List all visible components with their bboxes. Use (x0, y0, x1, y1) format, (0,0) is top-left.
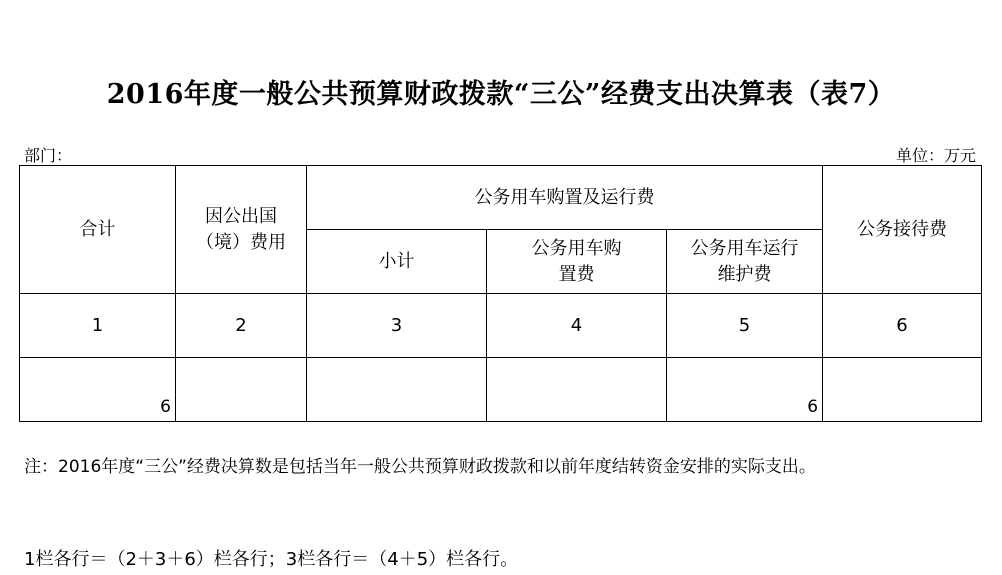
footnote: 注：2016年度“三公”经费决算数是包括当年一般公共预算财政拨款和以前年度结转资金安排的实际支出。 (24, 457, 816, 477)
header-vehicle-maintenance: 公务用车运行维护费 (667, 230, 823, 294)
value-cell-subtotal (307, 358, 487, 422)
value-cell-total: 6 (20, 358, 176, 422)
header-reception: 公务接待费 (823, 166, 982, 294)
column-number: 2 (176, 294, 307, 358)
department-label: 部门： (24, 146, 73, 165)
column-number: 4 (487, 294, 667, 358)
expense-table (19, 165, 982, 422)
formula-note: 1栏各行＝（2＋3＋6）栏各行；3栏各行＝（4＋5）栏各行。 (24, 549, 519, 570)
header-vehicle-group: 公务用车购置及运行费 (307, 166, 823, 230)
value-cell-abroad (176, 358, 307, 422)
column-number: 1 (20, 294, 176, 358)
header-vehicle-purchase: 公务用车购置费 (487, 230, 667, 294)
column-number: 6 (823, 294, 982, 358)
value-cell-reception (823, 358, 982, 422)
column-number: 5 (667, 294, 823, 358)
header-subtotal: 小计 (307, 230, 487, 294)
header-abroad: 因公出国（境）费用 (176, 166, 307, 294)
value-cell-vehicle-purchase (487, 358, 667, 422)
unit-label: 单位：万元 (895, 146, 976, 165)
header-total: 合计 (20, 166, 176, 294)
column-number: 3 (307, 294, 487, 358)
value-cell-vehicle-maintenance: 6 (667, 358, 823, 422)
page-title: 2016年度一般公共预算财政拨款“三公”经费支出决算表（表7） (106, 79, 896, 110)
